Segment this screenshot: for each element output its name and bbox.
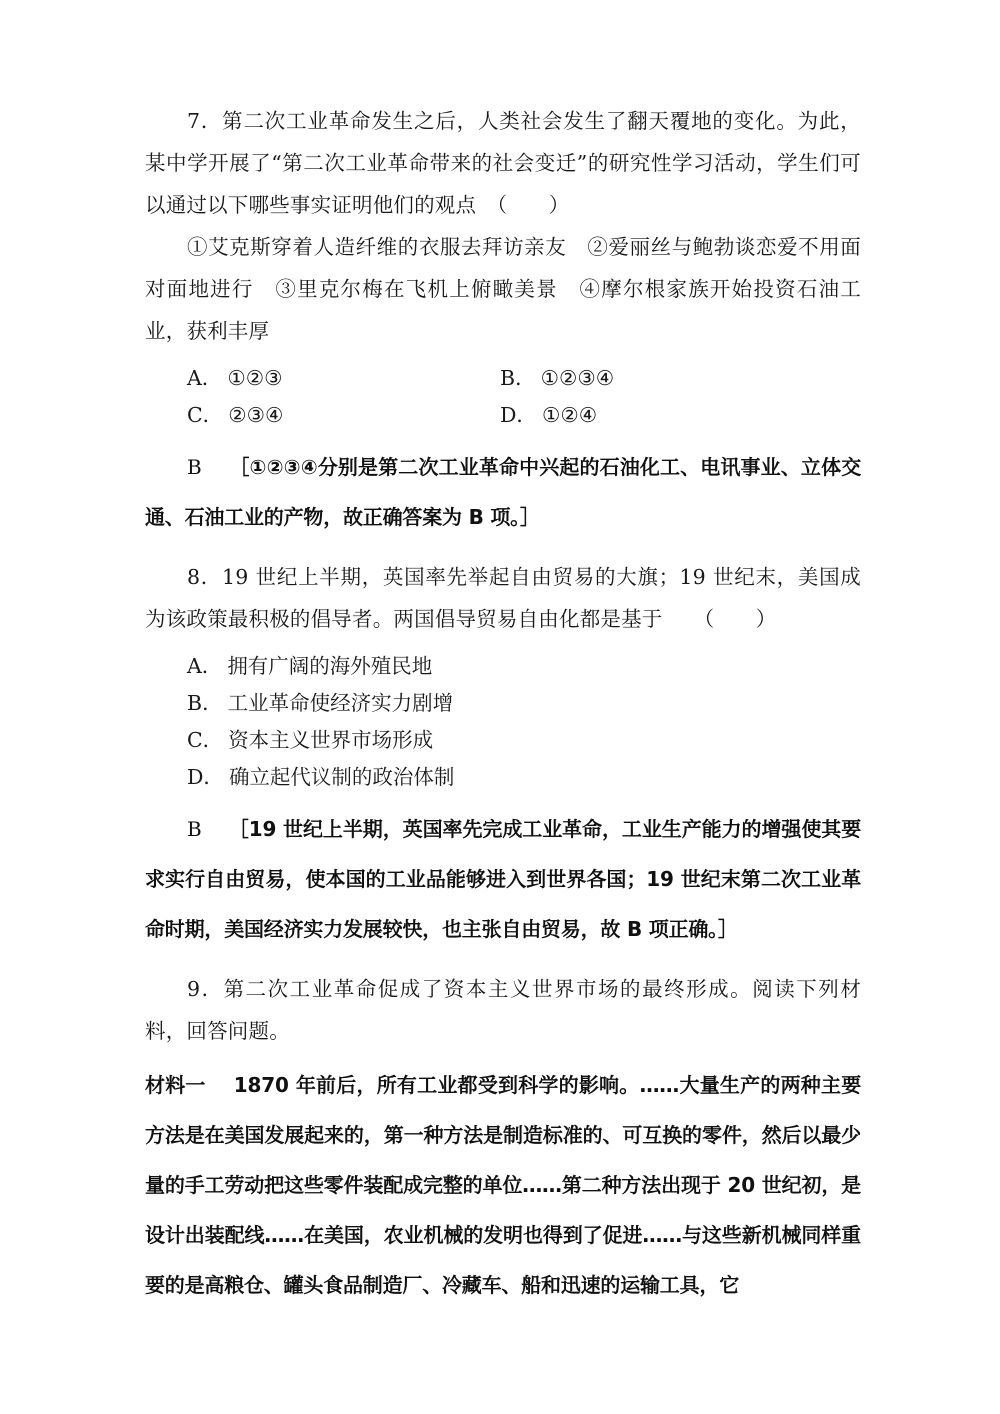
option-c-label: C． <box>187 728 224 752</box>
question-7-options-row-1 <box>145 360 861 397</box>
option-c-text: ②③④ <box>228 403 284 427</box>
spacer <box>145 542 861 556</box>
option-d-text: ①②④ <box>541 403 598 427</box>
question-7-options-row-2 <box>145 397 861 434</box>
material-one-text: 1870 年前后，所有工业都受到科学的影响。……大量生产的两种主要方法是在美国发展起来的，第一种方法是制造标准的、可互换的零件，然后以最少量的手工劳动把这些零件装配成完整的单位……第二种方法出现于 20 世纪初，是设计出装配线……在美国，农业机械的发明也得到了促进……与这些新机械同样重要的是高粮仓、罐头食品制造厂、冷藏车、船和迅速的运输工具，它 <box>145 1073 862 1297</box>
option-b-label: B． <box>187 691 223 715</box>
question-8-stem: 8．19 世纪上半期，英国率先举起自由贸易的大旗；19 世纪末，美国成为该政策最积极的倡导者。两国倡导贸易自由化都是基于 （ ） <box>145 565 861 631</box>
spacer <box>145 954 861 968</box>
question-8-option-b[interactable] <box>145 685 861 722</box>
spacer <box>145 640 861 648</box>
option-d-label: D． <box>500 403 537 427</box>
question-8-option-c[interactable] <box>145 722 861 759</box>
option-b-label: B． <box>500 366 536 390</box>
question-8-option-a[interactable] <box>145 648 861 685</box>
question-8-explanation <box>145 804 861 954</box>
option-a-label: A． <box>187 366 223 390</box>
option-a-text: ①②③ <box>227 366 283 390</box>
material-one-label: 材料一 <box>145 1073 206 1097</box>
question-8-explanation-text: ［19 世纪上半期，英国率先完成工业革命，工业生产能力的增强使其要求实行自由贸易，使本国的工业品能够进入到世界各国；19 世纪末第二次工业革命时期，美国经济实力发展较快，也主张自由贸易，故 B 项正确。］ <box>145 817 861 941</box>
option-d-text: 确立起代议制的政治体制 <box>228 765 455 789</box>
question-9-material-one <box>145 1060 861 1310</box>
question-9-stem: 9．第二次工业革命促成了资本主义世界市场的最终形成。阅读下列材料，回答问题。 <box>145 977 861 1043</box>
option-a-label: A． <box>187 654 223 678</box>
question-7-option-c[interactable] <box>187 397 283 434</box>
question-7-answer-letter: B <box>187 455 202 479</box>
question-8-option-d[interactable] <box>145 759 861 796</box>
option-b-text: ①②③④ <box>540 366 615 390</box>
page-content <box>145 100 861 1310</box>
question-7-statements: ①艾克斯穿着人造纤维的衣服去拜访亲友 ②爱丽丝与鲍勃谈恋爱不用面对面地进行 ③里克尔梅在飞机上俯瞰美景 ④摩尔根家族开始投资石油工业，获利丰厚 <box>145 235 861 343</box>
question-7-option-a[interactable] <box>187 360 282 397</box>
question-8-answer-letter: B <box>187 817 202 841</box>
option-d-label: D． <box>187 765 224 789</box>
question-7-stem: 7．第二次工业革命发生之后，人类社会发生了翻天覆地的变化。为此，某中学开展了“第二次工业革命带来的社会变迁”的研究性学习活动，学生们可以通过以下哪些事实证明他们的观点 （ ） <box>145 109 861 217</box>
option-a-text: 拥有广阔的海外殖民地 <box>227 654 433 678</box>
spacer <box>145 434 861 442</box>
spacer <box>145 1052 861 1060</box>
question-7-explanation <box>145 442 861 542</box>
option-c-text: 资本主义世界市场形成 <box>228 728 434 752</box>
option-c-label: C． <box>187 403 224 427</box>
option-b-text: 工业革命使经济实力剧增 <box>227 691 454 715</box>
question-7-option-d[interactable] <box>500 397 597 434</box>
question-7-option-b[interactable] <box>500 360 614 397</box>
spacer <box>145 796 861 804</box>
question-7-explanation-text: ［①②③④分别是第二次工业革命中兴起的石油化工、电讯事业、立体交通、石油工业的产物，故正确答案为 B 项。］ <box>145 455 861 529</box>
spacer <box>145 352 861 360</box>
